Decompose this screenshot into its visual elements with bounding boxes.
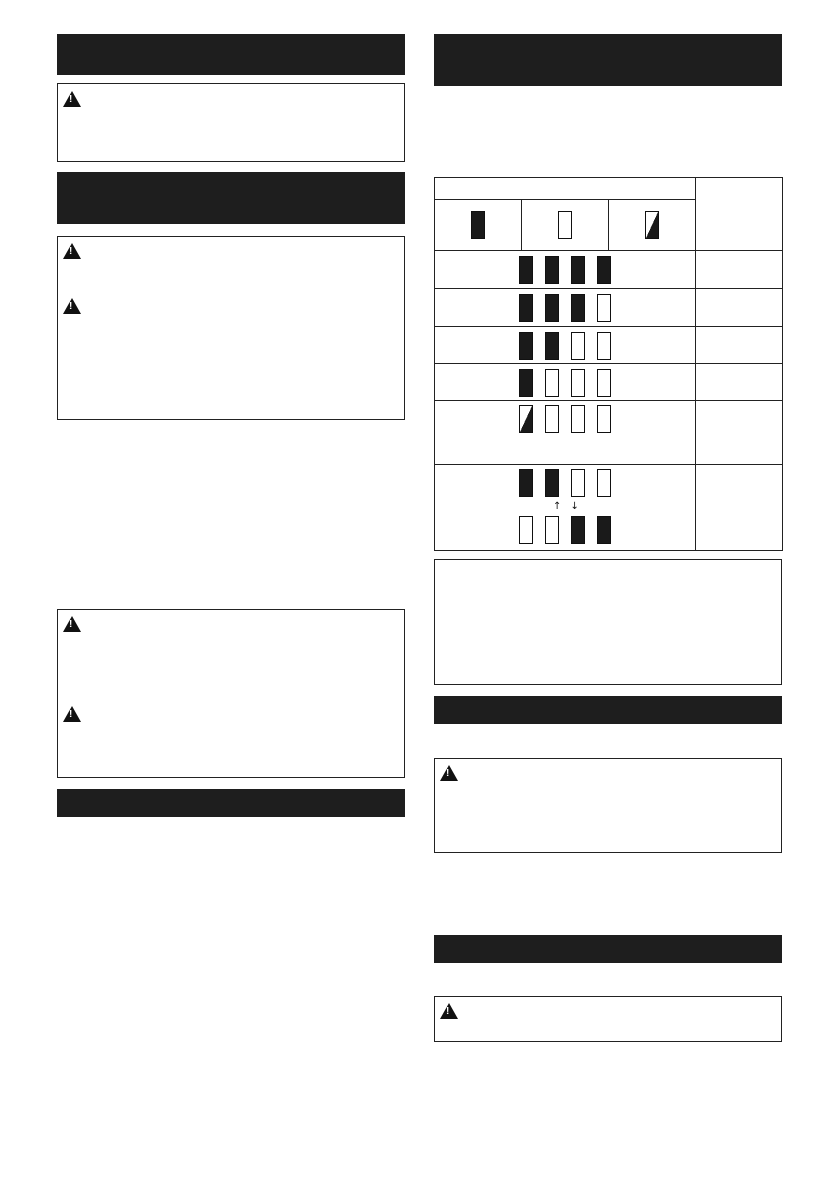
legend-off [522, 200, 609, 251]
legend-blinking [609, 200, 696, 251]
warning-box-5 [434, 996, 782, 1042]
left-section-header-2 [57, 172, 405, 224]
capacity-cell-6 [696, 465, 783, 551]
battery-segment-off-icon [571, 332, 585, 360]
battery-segment-lit-icon [545, 469, 559, 497]
note-box [434, 559, 782, 685]
right-section-header-3 [434, 935, 782, 963]
battery-segment-lit-icon [519, 469, 533, 497]
battery-segment-off-icon [597, 332, 611, 360]
battery-segment-off-icon [571, 405, 585, 433]
battery-segment-off-icon [545, 516, 559, 544]
battery-segment-off-icon [597, 294, 611, 322]
battery-segment-lit-icon [545, 256, 559, 284]
battery-segment-off-icon [597, 469, 611, 497]
legend-lit [435, 200, 522, 251]
battery-segment-lit-icon [545, 332, 559, 360]
battery-segment-lit-icon [519, 369, 533, 397]
remaining-capacity-header [696, 178, 783, 251]
indicator-lamps-header [435, 178, 696, 200]
capacity-cell-4 [696, 364, 783, 401]
battery-segment-blinking-icon [645, 211, 659, 239]
battery-segment-off-icon [545, 369, 559, 397]
indicator-row-5 [435, 401, 696, 465]
battery-segment-off-icon [597, 369, 611, 397]
warning-box-3 [57, 609, 405, 778]
indicator-row-4 [435, 364, 696, 401]
right-section-header-1 [434, 34, 782, 86]
indicator-row-2 [435, 289, 696, 327]
warning-icon [63, 91, 81, 107]
warning-icon [440, 765, 458, 781]
right-section-header-2 [434, 696, 782, 724]
left-section-header-1 [57, 34, 405, 75]
battery-segment-lit-icon [597, 516, 611, 544]
warning-icon [63, 616, 81, 632]
battery-segment-lit-icon [545, 294, 559, 322]
battery-segment-off-icon [597, 405, 611, 433]
capacity-cell-3 [696, 327, 783, 364]
battery-segment-lit-icon [519, 294, 533, 322]
battery-segment-lit-icon [597, 256, 611, 284]
battery-segment-off-icon [571, 469, 585, 497]
indicator-row-3 [435, 327, 696, 364]
warning-icon [440, 1003, 458, 1019]
battery-segment-off-icon [558, 211, 572, 239]
battery-segment-off-icon [545, 405, 559, 433]
left-section-header-3 [57, 789, 405, 817]
warning-box-2 [57, 236, 405, 420]
capacity-cell-1 [696, 251, 783, 289]
battery-segment-lit-icon [571, 516, 585, 544]
capacity-cell-5 [696, 401, 783, 465]
battery-segment-off-icon [571, 369, 585, 397]
battery-segment-off-icon [519, 516, 533, 544]
battery-segment-lit-icon [519, 256, 533, 284]
warning-icon [63, 706, 81, 722]
battery-segment-lit-icon [571, 294, 585, 322]
capacity-cell-2 [696, 289, 783, 327]
warning-box-1 [57, 83, 405, 162]
warning-icon [63, 298, 81, 314]
battery-segment-lit-icon [471, 211, 485, 239]
battery-segment-lit-icon [519, 332, 533, 360]
indicator-row-1 [435, 251, 696, 289]
warning-icon [63, 243, 81, 259]
battery-segment-blinking-icon [519, 405, 533, 433]
up-down-arrows-icon: ↑ ↓ [553, 501, 582, 512]
battery-segment-lit-icon [571, 256, 585, 284]
warning-box-4 [434, 758, 782, 853]
